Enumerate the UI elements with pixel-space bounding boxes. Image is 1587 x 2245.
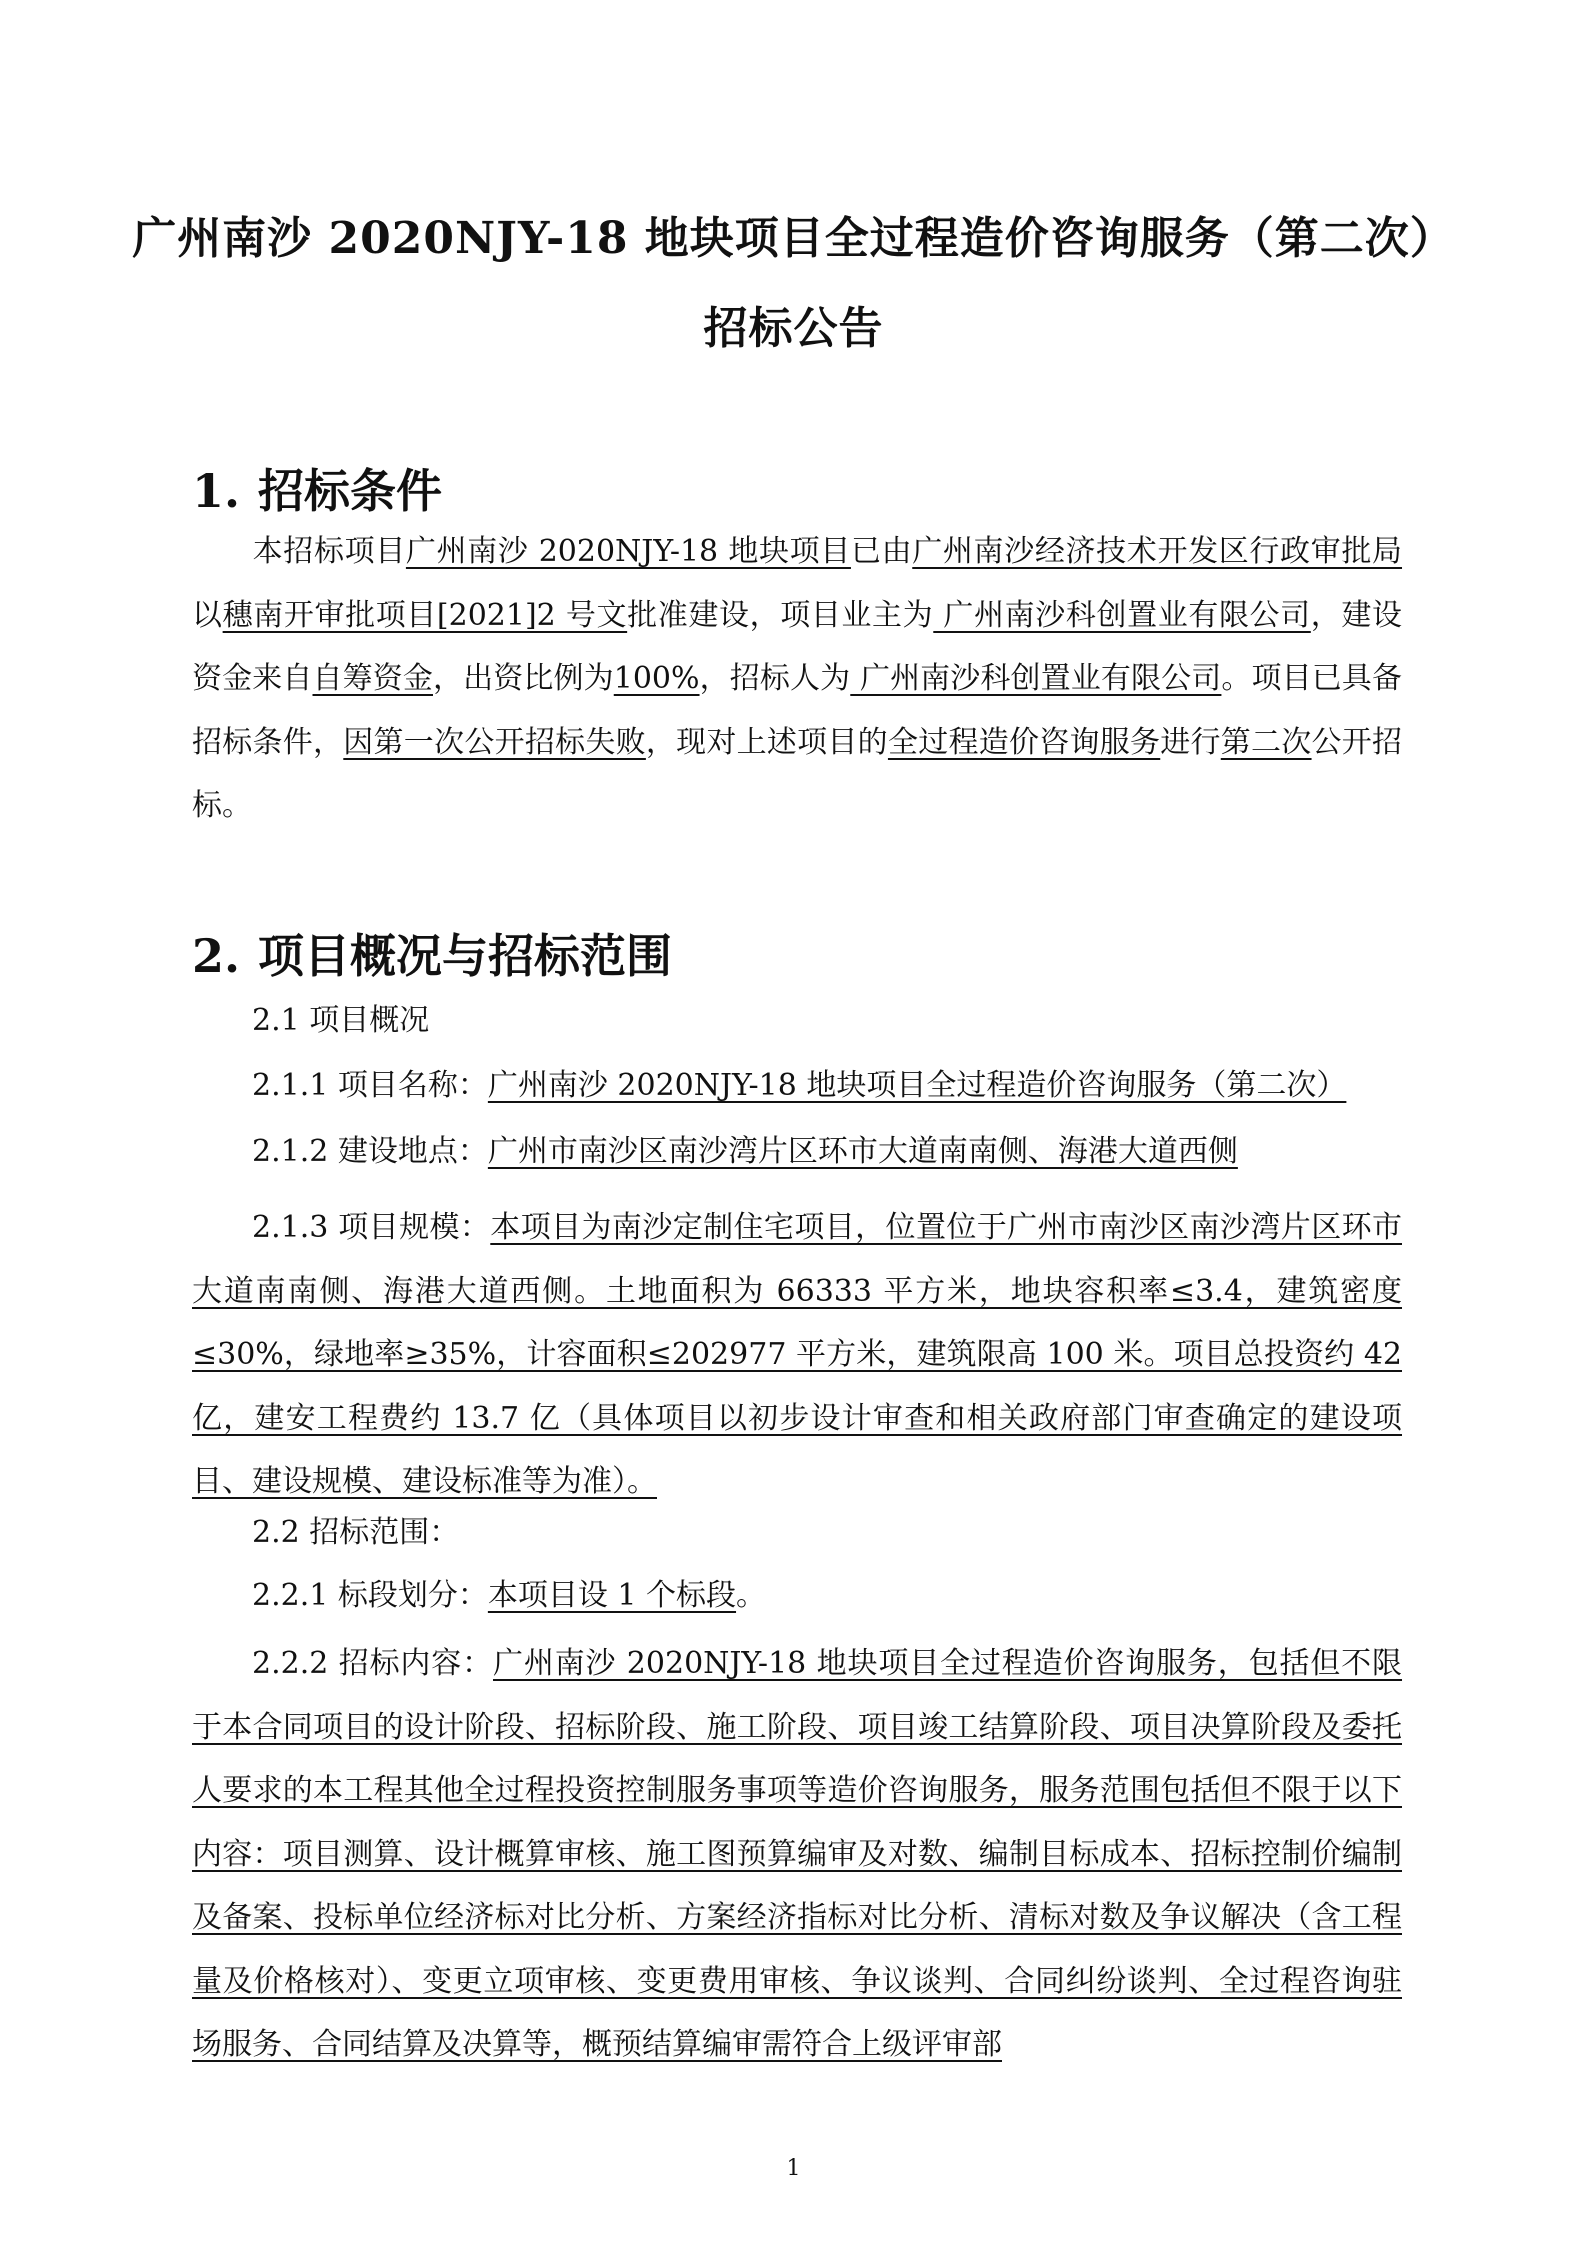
page-number: 1 [786, 2156, 801, 2181]
approval-authority-underlined: 广州南沙经济技术开发区行政审批局 [912, 534, 1403, 569]
text-run: ，建设资金来自 [192, 597, 1403, 696]
item-label: 2.1.1 项目名称： [252, 1068, 488, 1103]
text-run: ，现对上述项目的 [645, 724, 888, 760]
tender-content-value: 广州南沙 2020NJY-18 地块项目全过程造价咨询服务，包括但不限于本合同项目的设计阶段、招标阶段、施工阶段、项目竣工结算阶段、项目决算阶段及委托人要求的本工程其他全过程投资控制服务事项等造价咨询服务，服务范围包括但不限于以下内容：项目测算、设计概算审核、施工图预算编审及对数、编制目标成本、招标控制价编制及备案、投标单位经济标对比分析、方案经济指标对比分析、清标对数及争议解决（含工程量及价格核对）、变更立项审核、变更费用审核、争议谈判、合同纠纷谈判、全过程咨询驻场服务、合同结算及决算等，概预结算编审需符合上级评审部 [192, 1646, 1403, 2062]
item-2-2-1 [252, 1570, 766, 1614]
item-2-1-1 [252, 1060, 1346, 1104]
text-run: 。项目已具备招标条件， [192, 661, 1403, 760]
section-1-number: 1. [192, 464, 241, 518]
owner-underlined: 广州南沙科创置业有限公司 [933, 597, 1311, 633]
item-label: 2.2.2 招标内容： [252, 1646, 493, 1681]
funding-ratio-underlined: 100% [613, 661, 700, 696]
project-name-underlined: 广州南沙 2020NJY-18 地块项目 [405, 534, 851, 569]
text-run: 已由 [850, 534, 913, 569]
lot-division-value: 本项目设 1 个标段 [487, 1578, 737, 1613]
approval-document-underlined: 穗南开审批项目[2021]2 号文 [222, 597, 628, 633]
item-2-1-2 [252, 1126, 1238, 1170]
text-run: 批准建设，项目业主为 [627, 597, 934, 633]
round-underlined: 第二次 [1220, 724, 1312, 760]
tenderer-underlined: 广州南沙科创置业有限公司 [850, 661, 1222, 696]
text-run: ，出资比例为 [433, 661, 614, 696]
section-2-number: 2. [192, 929, 241, 983]
location-value: 广州市南沙区南沙湾片区环市大道南南侧、海港大道西侧 [487, 1134, 1238, 1169]
scale-value: 本项目为南沙定制住宅项目，位置位于广州市南沙区南沙湾片区环市大道南南侧、海港大道西侧。土地面积为 66333 平方米，地块容积率≤3.4，建筑密度≤30%，绿地率≥35%，计容面积≤202977 平方米，建筑限高 100 米。项目总投资约 42 亿，建安工程费约 13.7 亿（具体项目以初步设计审查和相关政府部门审查确定的建设项目、建设规模、建设标准等为准）。 [192, 1210, 1402, 1499]
text-run: 本招标项目 [252, 534, 406, 569]
section-1-heading [192, 455, 442, 521]
document-title-line2: 招标公告 [703, 303, 884, 354]
text-run: ，招标人为 [699, 661, 851, 696]
subsection-2-1: 2.1 项目概况 [252, 1003, 430, 1038]
text-run: 。 [736, 1578, 767, 1613]
section-1-paragraph [192, 520, 1402, 838]
subsection-2-2: 2.2 招标范围： [252, 1515, 460, 1550]
item-label: 2.1.2 建设地点： [252, 1134, 488, 1169]
document-title-line1: 广州南沙 2020NJY-18 地块项目全过程造价咨询服务（第二次） [132, 213, 1455, 264]
text-run: 公开招标。 [192, 724, 1403, 823]
item-label: 2.1.3 项目规模： [252, 1210, 491, 1245]
reason-underlined: 因第一次公开招标失败 [343, 724, 646, 760]
item-label: 2.2.1 标段划分： [252, 1578, 488, 1613]
section-2-title: 项目概况与招标范围 [258, 929, 672, 983]
item-2-2-2 [192, 1632, 1402, 2077]
section-2-heading [192, 920, 672, 986]
project-name-value: 广州南沙 2020NJY-18 地块项目全过程造价咨询服务（第二次） [487, 1068, 1347, 1103]
service-underlined: 全过程造价咨询服务 [887, 724, 1161, 760]
text-run: 以 [192, 597, 223, 633]
text-run: 进行 [1160, 724, 1221, 760]
section-1-title: 招标条件 [258, 464, 442, 518]
funding-source-underlined: 自筹资金 [312, 661, 433, 696]
item-2-1-3 [192, 1196, 1402, 1514]
